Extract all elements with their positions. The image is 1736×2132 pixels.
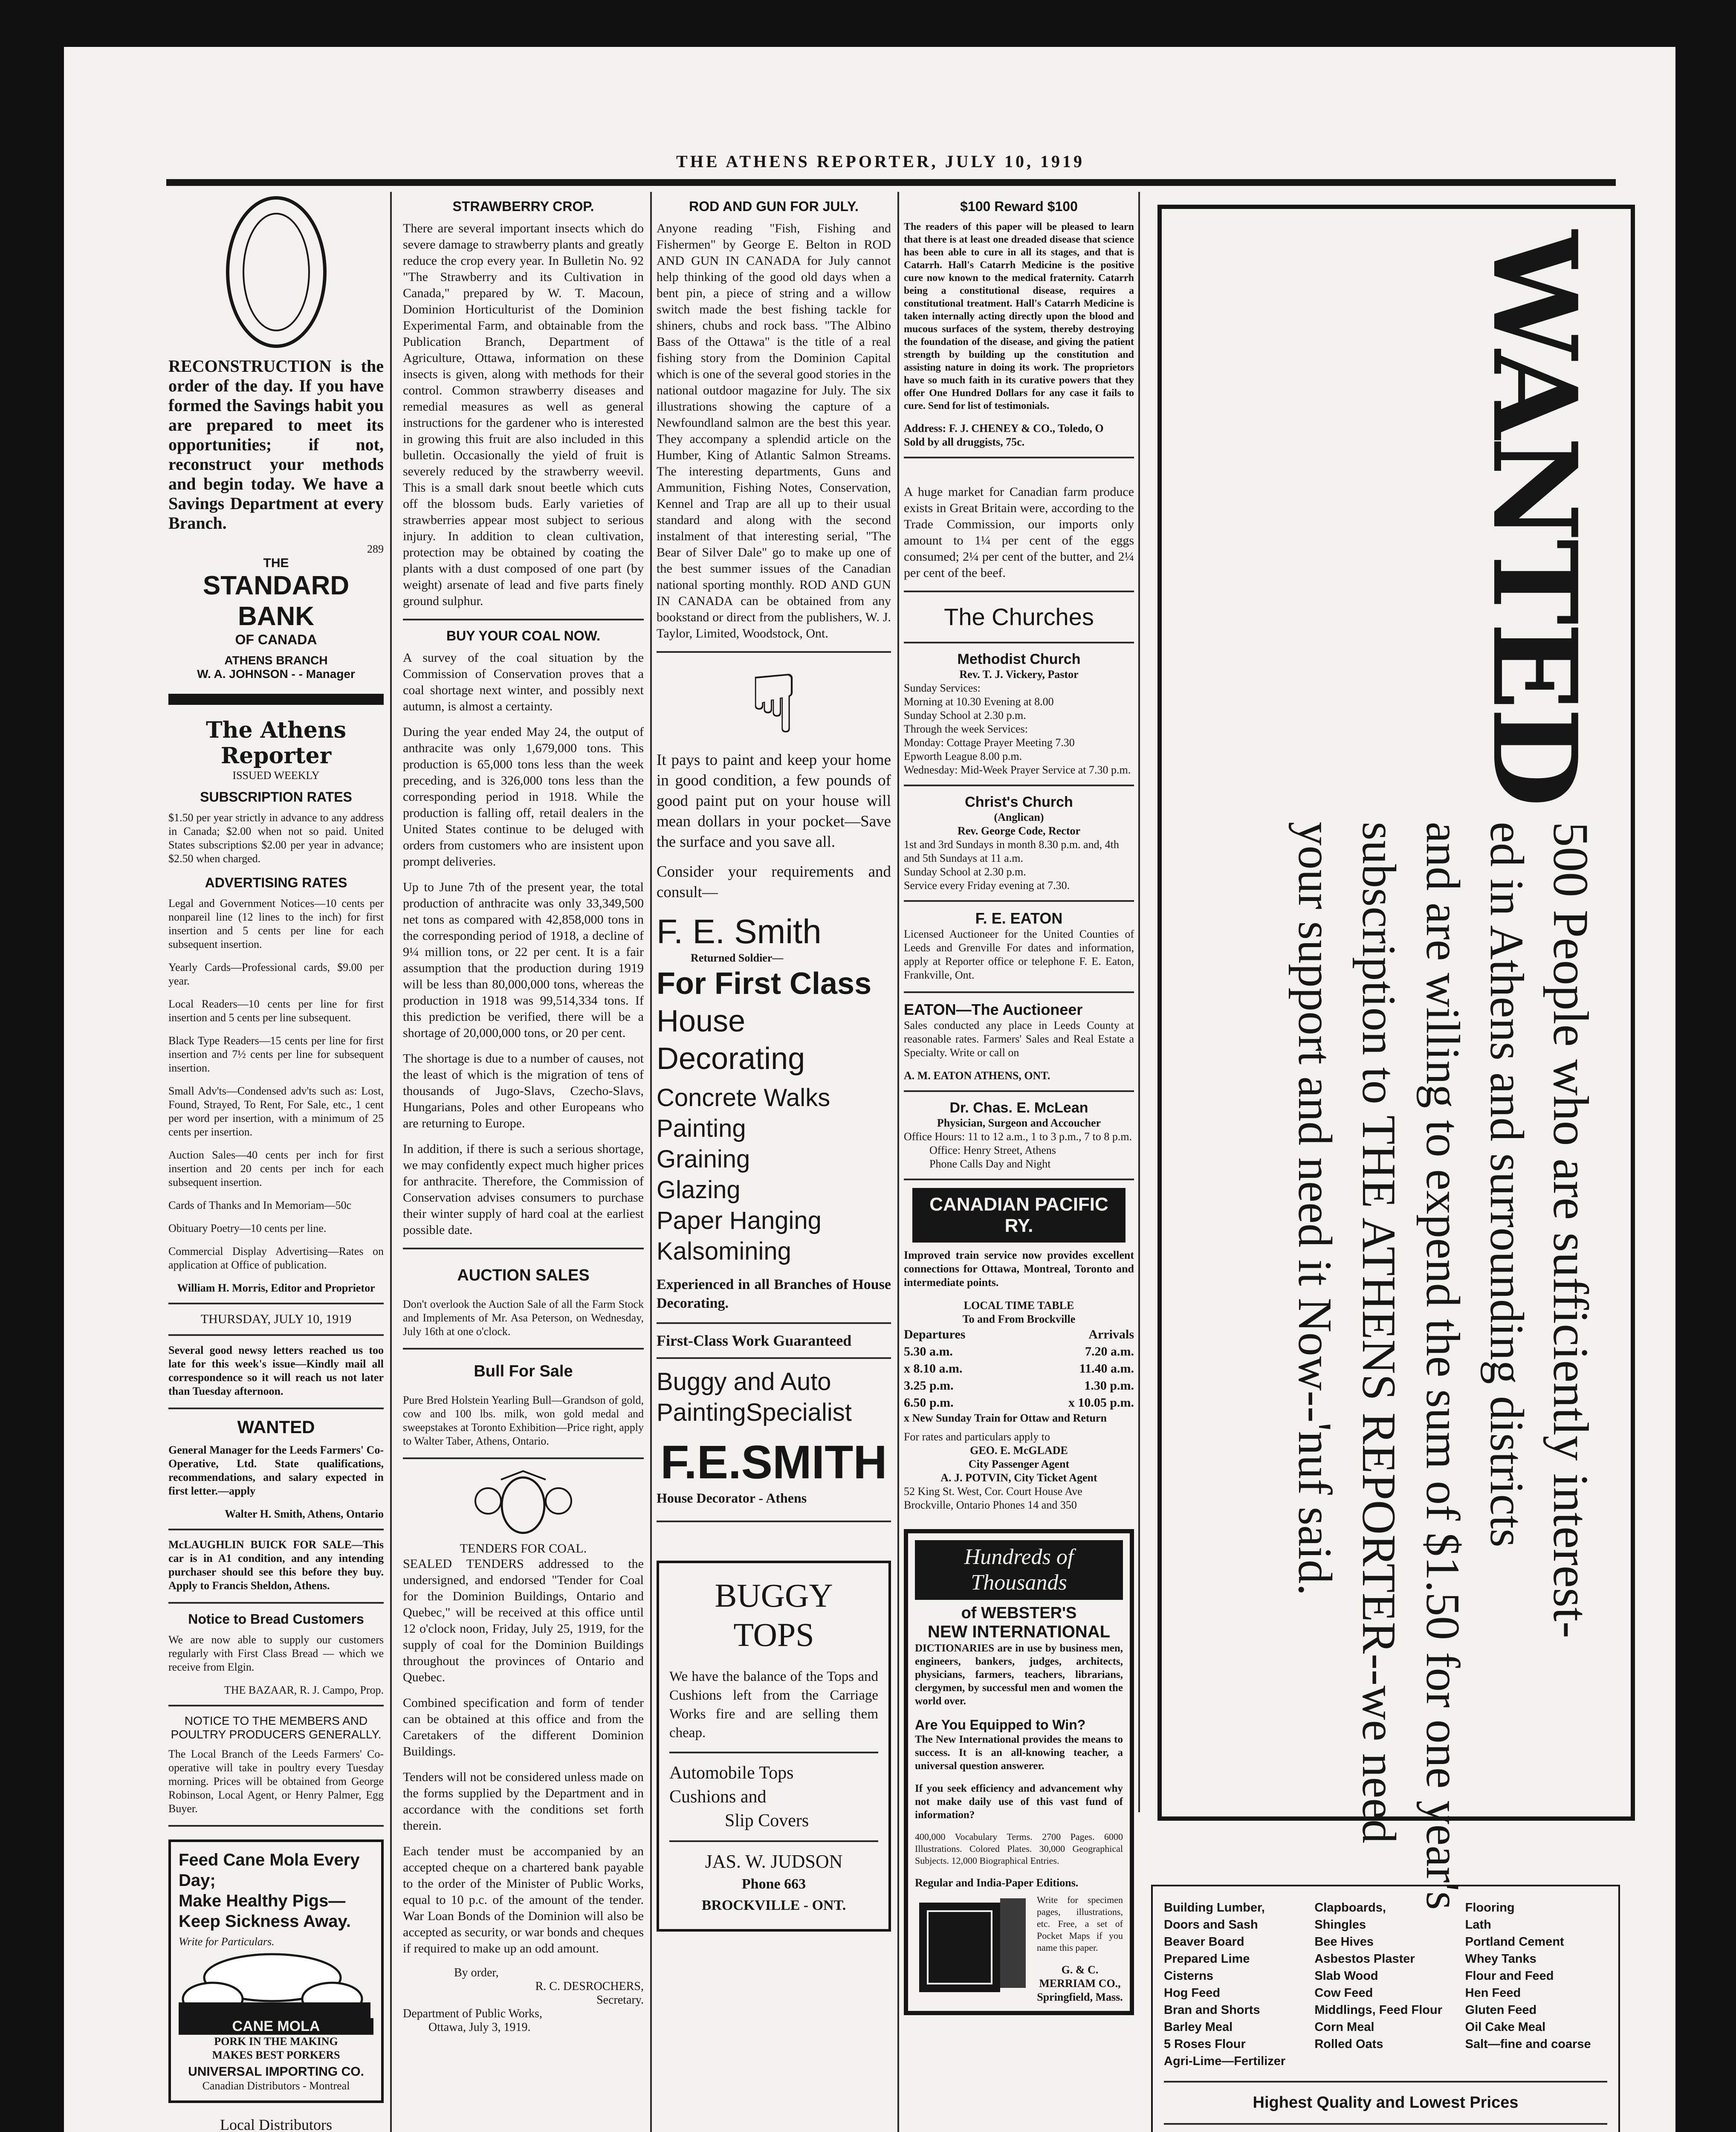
mclean-title: Physician, Surgeon and Accoucher (937, 1117, 1101, 1129)
guaranteed-text: First-Class Work Guaranteed (657, 1332, 852, 1349)
lumber-products (1164, 1899, 1607, 2070)
judson-name: JAS. W. JUDSON (705, 1851, 843, 1872)
bread-text: We are now able to supply our customers regularly with First Class Bread — which we receive from Elgin. (168, 1634, 384, 1673)
divider (168, 1334, 384, 1336)
market-text: A huge market for Canadian farm produce exists in Great Britain were, according to the Trade Commission, our imports only amount to 1¼ per cent of the eggs consumed; 2¼ per cent of the butter, and 2¼ per cent of the beef. (904, 485, 1134, 580)
webster-text: DICTIONARIES are in use by business men, engineers, bankers, judges, architects, physicians, farmers, teachers, librarians, clergymen, by successful men and women the world over. (915, 1642, 1123, 1707)
dateline: THURSDAY, JULY 10, 1919 (200, 1312, 352, 1326)
service-item: Paper Hanging (657, 1207, 822, 1234)
potvin: A. J. POTVIN, City Ticket Agent (940, 1472, 1097, 1484)
buggy-auto-line-1: Buggy and Auto (657, 1368, 831, 1396)
divider (168, 1602, 384, 1604)
lumber-column (1314, 1899, 1456, 2070)
timetable-row (904, 1360, 1134, 1377)
timetable-row (904, 1377, 1134, 1394)
webster-hundreds: Hundreds of Thousands (915, 1540, 1123, 1600)
issued-weekly: ISSUED WEEKLY (232, 769, 320, 782)
divider (904, 900, 1134, 902)
wanted-signature: Walter H. Smith, Athens, Ontario (225, 1508, 384, 1520)
webster-side-text: Write for specimen pages, illustrations, etc. Free, a set of Pocket Maps if you name this paper. (1037, 1894, 1123, 1953)
departures-label: Departures (904, 1327, 966, 1341)
lumber-product: Prepared Lime (1164, 1952, 1250, 1966)
services-list (657, 1083, 891, 1267)
mola-tag: MAKES BEST PORKERS (212, 2049, 340, 2061)
cushions: Cushions and (669, 1787, 767, 1807)
timetable-row (904, 1343, 1134, 1360)
column-1 (168, 192, 384, 2132)
reward-text: The readers of this paper will be pleased to learn that there is at least one dreaded disease that science has been able to cure in all its stages, and that is Catarrh. Hall's Catarrh Medicine is the positive cure now known to the medical fraternity. Catarrh being a constitutional disease, requires a constitutional treatment. Hall's Catarrh Medicine is taken internally acting directly upon the blood and mucous surfaces of the system, thereby destroying the foundation of the disease, and giving the patient strength by building up the constitution and assisting nature in doing its work. The proprietors have so much faith in its curative powers that they offer One Hundred Dollars for any case it fails to cure. Send for list of testimonials. (904, 221, 1134, 411)
mclean-phone: Phone Calls Day and Night (929, 1158, 1051, 1170)
column-2 (403, 192, 644, 2034)
advertising-rate-item: Obituary Poetry—10 cents per line. (168, 1222, 327, 1234)
methodist-line: Sunday School at 2.30 p.m. (904, 709, 1026, 721)
service-item: Graining (657, 1145, 750, 1173)
buggy-auto-line-2: PaintingSpecialist (657, 1399, 852, 1426)
divider (657, 1357, 891, 1359)
timetable-row (904, 1394, 1134, 1411)
column-rule (897, 192, 899, 2132)
service-item: Kalsomining (657, 1237, 791, 1265)
poultry-text: The Local Branch of the Leeds Farmers' Co-operative will take in poultry every Tuesday morning. Prices will be obtained from George Robinson, Local Agent, or Henry Palmer, Egg Buyer. (168, 1748, 384, 1815)
christ-line: Sunday School at 2.30 p.m. (904, 866, 1026, 878)
lumber-product: Barley Meal (1164, 2020, 1233, 2034)
potvin-address: 52 King St. West, Cor. Court House Ave (904, 1485, 1082, 1498)
tender-paragraph: Combined specification and form of tender can be obtained at this office and from the Caretakers of the different Dominion Buildings. (403, 1696, 644, 1758)
webster-text-2: The New International provides the means to success. It is an all-knowing teacher, a universal question answerer. (915, 1734, 1123, 1772)
methodist-line: Through the week Services: (904, 723, 1028, 735)
methodist-heading: Methodist Church (957, 651, 1081, 667)
lumber-product: Shingles (1314, 1918, 1366, 1932)
lumber-product: Corn Meal (1314, 2020, 1374, 2034)
tender-paragraph: Each tender must be accompanied by an accepted cheque on a chartered bank payable to the order of the Minister of Public Works, equal to 10 p.c. of the amount of the tender. War Loan Bonds of the Dominion will also be accepted as security, or war bonds and cheques if required to make up an odd amount. (403, 1844, 644, 1955)
tender-order: By order, (454, 1966, 499, 1979)
advertising-rate-item: Auction Sales—40 cents per inch for first insertion and 20 cents per inch for each subsequent insertion. (168, 1149, 384, 1188)
advertising-rate-item: Local Readers—10 cents per line for first insertion and 5 cents per line subsequent. (168, 998, 384, 1024)
house: House (657, 1004, 746, 1038)
divider (403, 1348, 644, 1350)
wanted-line: 500 People who are sufficiently interest- (1543, 822, 1599, 1638)
divider (669, 1840, 878, 1842)
timetable-header (904, 1326, 1134, 1343)
wanted-word: WANTED (1467, 230, 1603, 805)
lumber-column (1465, 1899, 1607, 2070)
buggy-tops-ad (657, 1561, 891, 1932)
webster-text-3: If you seek efficiency and advancement why not make daily use of this vast fund of information? (915, 1783, 1123, 1821)
advertising-rate-item: Legal and Government Notices—10 cents per nonpareil line (12 lines to the inch) for first insertion and 5 cents per line for each subsequent insertion. (168, 897, 384, 950)
reconstruction-ad: RECONSTRUCTION is the order of the day. If you have formed the Savings habit you are prepared to meet its opportunities; if not, reconstruct your methods and begin today. We have a Savings Department at every Branch. (168, 356, 384, 533)
pointing-hand-icon: ☟ (749, 660, 799, 750)
tops-heading: TOPS (733, 1616, 814, 1653)
potvin-city: Brockville, Ontario Phones 14 and 350 (904, 1499, 1077, 1511)
buggy-heading: BUGGY (715, 1577, 833, 1614)
lumber-product: Flooring (1465, 1901, 1515, 1915)
tender-heading: TENDERS FOR COAL. (460, 1541, 587, 1556)
column-4 (904, 192, 1134, 2015)
lumber-product: Clapboards, (1314, 1901, 1386, 1915)
bank-manager: W. A. JOHNSON - - Manager (197, 667, 355, 681)
eaton-text: Licensed Auctioneer for the United Counties of Leeds and Grenville For dates and information, apply at Reporter office or telephone F. E. Eaton, Frankville, Ont. (904, 928, 1134, 981)
coal-paragraph: Up to June 7th of the present year, the total production of anthracite was only 33,349,500 net tons as compared with 42,858,000 tons in the corresponding period of 1918, a decline of 9¼ million tons, or 22 per cent. It is a fair assumption that the production during 1919 will be less than 80,000,000 tons, whereas the production in 1918 was 99,514,334 tons. If this prediction be verified, there will be a shortage of 20,000,000 tons, or 20 per cent. (403, 880, 644, 1040)
mclean-hours: Office Hours: 11 to 12 a.m., 1 to 3 p.m., 7 to 8 p.m. (904, 1130, 1132, 1143)
service-item: Glazing (657, 1176, 741, 1204)
mola-line: Feed Cane Mola Every Day; (179, 1851, 360, 1890)
lumber-box (1151, 1885, 1620, 2132)
lumber-quality: Highest Quality and Lowest Prices (1253, 2094, 1519, 2112)
rod-gun-heading: ROD AND GUN FOR JULY. (689, 199, 859, 214)
fe-smith-logo: F.E.SMITH (660, 1436, 887, 1489)
methodist-line: Monday: Cottage Prayer Meeting 7.30 (904, 736, 1075, 749)
webster-side (1037, 1894, 1123, 2004)
column-3 (657, 192, 891, 1932)
divider (1164, 2081, 1607, 2083)
importing-sub: Canadian Distributors - Montreal (202, 2080, 350, 2092)
smith-name: F. E. Smith (657, 912, 822, 950)
coal-paragraph: During the year ended May 24, the output of anthracite was only 1,679,000 tons. This production is 65,000 tons less than the week preceding, and is 326,000 tons less than the corresponding period in 1918. While the production is falling off, retail dealers in the United States continue to be deluged with orders from customers who are insistent upon prompt deliveries. (403, 725, 644, 869)
eaton2-signature: A. M. EATON ATHENS, ONT. (904, 1069, 1050, 1082)
lumber-product: Salt—fine and coarse (1465, 2037, 1591, 2051)
lumber-product: Cisterns (1164, 1969, 1214, 1983)
dictionary-book-icon (915, 1894, 1030, 1996)
advertising-rates-list (168, 897, 384, 1272)
divider (168, 1303, 384, 1304)
bull-heading: Bull For Sale (474, 1362, 573, 1380)
divider (403, 619, 644, 620)
methodist-line: Epworth League 8.00 p.m. (904, 750, 1022, 762)
lumber-product: Building Lumber, (1164, 1901, 1265, 1915)
judson-city: BROCKVILLE - ONT. (701, 1897, 846, 1913)
tender-paragraph: Tenders will not be considered unless made on the forms supplied by the Department and in accordance with the conditions set forth therein. (403, 1770, 644, 1833)
paper-title: The Athens Reporter (205, 717, 347, 769)
lumber-product: Asbestos Plaster (1314, 1952, 1415, 1966)
divider (403, 1248, 644, 1249)
mclean-heading: Dr. Chas. E. McLean (949, 1100, 1088, 1116)
methodist-services (904, 681, 1134, 777)
auction-heading: AUCTION SALES (457, 1266, 590, 1284)
methodist-line: Morning at 10.30 Evening at 8.00 (904, 695, 1054, 708)
mclean-office: Office: Henry Street, Athens (929, 1144, 1056, 1156)
coal-paragraph: The shortage is due to a number of causes, not the least of which is the migration of tens of thousands of Jugo-Slavs, Czecho-Slavs, Hungarians, Poles and other Europeans who are returning to Europe. (403, 1052, 644, 1130)
methodist-line: Sunday Services: (904, 682, 981, 694)
rates-note: For rates and particulars apply to (904, 1431, 1050, 1443)
advertising-heading: ADVERTISING RATES (205, 875, 347, 890)
departure-time: 6.50 p.m. (904, 1396, 954, 1410)
wanted-line: your support and need it Now--'nuf said. (1288, 822, 1341, 1596)
wanted-line: and are willing to expend the sum of $1.50 for one year's (1416, 822, 1469, 1910)
arrival-time: 11.40 a.m. (1079, 1361, 1134, 1376)
lumber-product: Gluten Feed (1465, 2003, 1537, 2017)
divider (168, 1705, 384, 1706)
strawberry-heading: STRAWBERRY CROP. (452, 199, 594, 214)
webster-stats: 400,000 Vocabulary Terms. 2700 Pages. 6000 Illustrations. Colored Plates. 30,000 Geographical Subjects. 12,000 Biographical Entries. (915, 1831, 1123, 1866)
divider (669, 1752, 878, 1753)
webster-question: Are You Equipped to Win? (915, 1717, 1086, 1732)
late-letters-notice: Several good newsy letters reached us too late for this week's issue—Kindly mail all correspondence so it will reach us not later than Tuesday afternoon. (168, 1344, 384, 1397)
masthead: THE ATHENS REPORTER, JULY 10, 1919 (676, 152, 1085, 171)
poultry-heading: NOTICE TO THE MEMBERS AND POULTRY PRODUCERS GENERALLY. (171, 1714, 382, 1741)
lumber-product: Whey Tanks (1465, 1952, 1536, 1966)
tender-name: R. C. DESROCHERS, (535, 1980, 644, 1993)
christ-line: Service every Friday evening at 7.30. (904, 879, 1070, 892)
lumber-product: Hog Feed (1164, 1986, 1221, 2000)
cpr-text: Improved train service now provides excellent connections for Ottawa, Montreal, Toronto and intermediate points. (904, 1249, 1134, 1289)
auction-text: Don't overlook the Auction Sale of all the Farm Stock and Implements of Mr. Asa Peterson, on Wednesday, July 16th at one o'clock. (403, 1298, 644, 1338)
importing-company: UNIVERSAL IMPORTING CO. (188, 2065, 364, 2079)
divider (657, 651, 891, 653)
returned-soldier: Returned Soldier— (691, 952, 784, 964)
subscription-text: $1.50 per year strictly in advance to any address in Canada; $2.00 when not so paid. United States subscriptions $2.00 per year in advance; $2.50 when charged. (168, 811, 384, 865)
column-rule (650, 192, 652, 2132)
ad-number: 289 (367, 543, 384, 555)
advertising-rate-item: Yearly Cards—Professional cards, $9.00 per year. (168, 961, 384, 987)
top-rule (166, 179, 1616, 186)
advertising-rate-item: Black Type Readers—15 cents per line for first insertion and 7½ cents per line for subsequent insertion. (168, 1034, 384, 1074)
advertising-rate-item: Commercial Display Advertising—Rates on application at Office of publication. (168, 1245, 384, 1271)
reward-heading: $100 Reward $100 (960, 199, 1078, 214)
lumber-product: 5 Roses Flour (1164, 2037, 1246, 2051)
divider (904, 991, 1134, 993)
departure-time: 5.30 a.m. (904, 1344, 953, 1359)
divider (1164, 2123, 1607, 2125)
bank-the: THE (263, 556, 289, 570)
column-rule (390, 192, 392, 2132)
lumber-product: Hen Feed (1465, 1986, 1521, 2000)
lumber-product: Portland Cement (1465, 1935, 1564, 1949)
tender-dept: Department of Public Works, (403, 2007, 542, 2020)
lumber-ad (1151, 1885, 1620, 2132)
wanted-heading: WANTED (237, 1417, 315, 1437)
bank-country: OF CANADA (235, 632, 317, 647)
lumber-product: Doors and Sash (1164, 1918, 1258, 1932)
decorating: Decorating (657, 1042, 805, 1076)
divider (403, 1457, 644, 1459)
buick-ad: McLAUGHLIN BUICK FOR SALE—This car is in A1 condition, and any intending purchaser should see this before they buy. Apply to Francis Sheldon, Athens. (168, 1538, 384, 1592)
advertising-rate-item: Cards of Thanks and In Memoriam—50c (168, 1199, 352, 1211)
mola-line: Make Healthy Pigs— (179, 1892, 346, 1910)
tender-date: Ottawa, July 3, 1919. (428, 2021, 531, 2034)
arrival-time: x 10.05 p.m. (1068, 1396, 1134, 1410)
lumber-product: Middlings, Feed Flour (1314, 2003, 1442, 2017)
divider (904, 1179, 1134, 1180)
mcglade: GEO. E. McGLADE (970, 1444, 1068, 1457)
editor: William H. Morris, Editor and Proprietor (177, 1282, 375, 1294)
timetable-sub: To and From Brockville (962, 1313, 1076, 1325)
house-decorator: House Decorator - Athens (657, 1490, 807, 1506)
methodist-pastor: Rev. T. J. Vickery, Pastor (959, 668, 1079, 681)
tender-title: Secretary. (596, 1993, 644, 2007)
lumber-product: Oil Cake Meal (1465, 2020, 1546, 2034)
subscription-heading: SUBSCRIPTION RATES (200, 789, 352, 805)
local-distributors: Local Distributors (220, 2116, 332, 2132)
webster-footer (915, 1894, 1123, 2004)
service-item: Concrete Walks (657, 1084, 830, 1112)
eaton2-text: Sales conducted any place in Leeds County at reasonable rates. Farmers' Sales and Real Estate a Specialty. Write or call on (904, 1019, 1134, 1059)
rod-gun-text: Anyone reading "Fish, Fishing and Fishermen" by George E. Belton in ROD AND GUN IN CANADA for July cannot help thinking of the good old days when a bent pin, a piece of string and a willow switch made the best fishing tackle for shiners, chubs and rock bass. "The Albino Bass of the Ottawa" is the title of a real fishing story from the Dominion Capital which is one of the several good stories in the national outdoor magazine for July. The six illustrations showing the capture of a Newfoundland salmon are the best this year. They accompany a splendid article on the Humber, King of Atlantic Salmon Streams. The interesting departments, Guns and Ammunition, Fishing Notes, Conservation, Kennel and Trap are all up to their usual standard and along with the second instalment of that interesting serial, "The Bear of Silver Dale" go to make up one of the best summer issues of the Canadian national sporting monthly. ROD AND GUN IN CANADA can be obtained from any bookstand or direct from the publishers, W. J. Taylor, Limited, Woodstock, Ont. (657, 221, 891, 640)
reward-sold: Sold by all druggists, 75c. (904, 436, 1025, 448)
eaton2-heading: EATON—The Auctioneer (904, 1001, 1083, 1018)
webster-regular: Regular and India-Paper Editions. (915, 1877, 1079, 1889)
lumber-product: Slab Wood (1314, 1969, 1378, 1983)
wanted-line: subscription to THE ATHENS REPORTER--we need (1352, 822, 1405, 1844)
first-class: For First Class (657, 967, 872, 1001)
lumber-product: Bee Hives (1314, 1935, 1374, 1949)
timetable-rows (904, 1343, 1134, 1411)
arrivals-label: Arrivals (1088, 1327, 1134, 1341)
auto-tops: Automobile Tops (669, 1763, 794, 1783)
cpr-logo: CANADIAN PACIFIC RY. (912, 1188, 1126, 1243)
advertising-rate-item: Small Adv'ts—Condensed adv'ts such as: Lost, Found, Strayed, To Rent, For Sale, etc., 1 cent per word per insertion, with a minimum of 25 cents per insertion. (168, 1085, 384, 1138)
coal-heading: BUY YOUR COAL NOW. (446, 628, 600, 643)
lumber-product: Lath (1465, 1918, 1491, 1932)
divider (657, 1521, 891, 1522)
lumber-column (1164, 1899, 1306, 2070)
divider (904, 785, 1134, 786)
pigs-icon (179, 1952, 370, 2020)
wanted-text: General Manager for the Leeds Farmers' Co-Operative, Ltd. State qualifications, recommendations, and salary expected in first letter.—apply (168, 1444, 384, 1497)
mcglade-title: City Passenger Agent (968, 1458, 1070, 1470)
eaton-heading: F. E. EATON (975, 910, 1063, 927)
sunday-note: x New Sunday Train for Ottaw and Return (904, 1412, 1107, 1424)
mola-line: Keep Sickness Away. (179, 1912, 351, 1931)
christ-rector: Rev. George Code, Rector (957, 825, 1081, 837)
timetable-heading: LOCAL TIME TABLE (963, 1299, 1074, 1312)
divider (904, 591, 1134, 592)
methodist-line: Wednesday: Mid-Week Prayer Service at 7.30 p.m. (904, 764, 1131, 776)
judson-text: We have the balance of the Tops and Cushions left from the Carriage Works fire and are selling them cheap. (669, 1669, 878, 1741)
wanted-line: ed in Athens and surrounding districts (1480, 822, 1533, 1547)
departure-time: 3.25 p.m. (904, 1379, 954, 1393)
christ-line: 1st and 3rd Sundays in month 8.30 p.m. and, 4th and 5th Sundays at 11 a.m. (904, 838, 1119, 864)
coat-of-arms-icon (403, 1467, 644, 1539)
reward-address: Address: F. J. CHENEY & CO., Toledo, O (904, 422, 1104, 435)
divider (168, 1529, 384, 1530)
lumber-product: Agri-Lime—Fertilizer (1164, 2054, 1286, 2068)
bread-signature: THE BAZAAR, R. J. Campo, Prop. (224, 1684, 384, 1696)
coal-paragraph: In addition, if there is such a serious shortage, we may confidently expect much higher prices for anthracite. Therefore, the Commission of Conservation advises consumers to purchase their winter supply of hard coal at the earliest possible date. (403, 1142, 644, 1237)
divider (904, 642, 1134, 643)
mola-write: Write for Particulars. (179, 1935, 275, 1948)
lumber-product: Beaver Board (1164, 1935, 1244, 1949)
tender-paragraph: SEALED TENDERS addressed to the undersigned, and endorsed "Tender for Coal for the Dominion Buildings, Ontario and Quebec," will be received at this office until 12 o'clock noon, Friday, July 25, 1919, for the supply of coal for the Dominion Buildings throughout the provinces of Ontario and Quebec. (403, 1557, 644, 1684)
slip-covers: Slip Covers (725, 1811, 809, 1831)
divider (904, 457, 1134, 458)
divider (168, 1825, 384, 1827)
divider (168, 694, 384, 705)
lumber-product: Cow Feed (1314, 1986, 1373, 2000)
consider-text: Consider your requirements and consult— (657, 863, 891, 901)
anglican: (Anglican) (994, 811, 1044, 823)
lumber-product: Rolled Oats (1314, 2037, 1383, 2051)
service-item: Painting (657, 1115, 746, 1142)
divider (904, 1090, 1134, 1092)
paint-text: It pays to paint and keep your home in good condition, a few pounds of good paint put on your house will mean dollars in your pocket—Save the surface and you save all. (657, 751, 891, 851)
strawberry-text: There are several important insects which do severe damage to strawberry plants and greatly reduce the crop every year. In Bulletin No. 92 "The Strawberry and its Cultivation in Canada," prepared by W. T. Macoun, Dominion Horticulturist of the Dominion Experimental Farm, and obtainable from the Publication Branch, Department of Agriculture, Ottawa, information on these insects is given, along with methods for their control. Common strawberry diseases and remedial measures as well as general instructions for the gardener who is interested in growing this fruit are also included in this bulletin. Occasionally the yield of fruit is severely reduced by the strawberry weevil. This is a small dark snout beetle which cuts off the blossom buds. Early varieties of strawberries appear most subject to serious injury. In addition to clean cultivation, protection may be obtained by coating the plants with a dust composed of one part (by weight) arsenate of lead and five parts finely ground sulphur. (403, 221, 644, 608)
coal-paragraph: A survey of the coal situation by the Commission of Conservation proves that a coal shortage next winter, and possibly next autumn, is almost a certainty. (403, 651, 644, 713)
mola-brand: CANE MOLA (179, 2018, 373, 2035)
experienced-text: Experienced in all Branches of House Decorating. (657, 1277, 891, 1311)
churches-heading: The Churches (944, 603, 1094, 630)
divider (657, 1322, 891, 1324)
judson-phone: Phone 663 (741, 1876, 806, 1892)
divider (168, 1408, 384, 1409)
webster-ad (904, 1529, 1134, 2015)
christ-heading: Christ's Church (965, 794, 1073, 810)
christ-services (904, 838, 1134, 892)
bank-name: STANDARD BANK (203, 571, 350, 631)
arrival-time: 7.20 a.m. (1085, 1344, 1134, 1359)
bread-heading: Notice to Bread Customers (188, 1611, 364, 1627)
mola-pork: PORK IN THE MAKING (214, 2035, 338, 2048)
cane-mola-ad (168, 1839, 384, 2103)
bull-text: Pure Bred Holstein Yearling Bull—Grandson of gold, cow and 100 lbs. milk, won gold medal and sweepstakes at Toronto Exhibition—Price right, apply to Walter Taber, Athens, Ontario. (403, 1394, 644, 1447)
bank-seal-icon (226, 196, 327, 348)
bank-branch: ATHENS BRANCH (224, 654, 328, 667)
column-rule (1138, 192, 1140, 1812)
arrival-time: 1.30 p.m. (1084, 1379, 1134, 1393)
webster-name: NEW INTERNATIONAL (927, 1622, 1111, 1641)
webster-of: of WEBSTER'S (961, 1604, 1077, 1622)
lumber-product: Bran and Shorts (1164, 2003, 1260, 2017)
merriam: G. & C. MERRIAM CO., Springfield, Mass. (1037, 1964, 1123, 2003)
wanted-lines (1283, 822, 1618, 1910)
lumber-product: Flour and Feed (1465, 1969, 1554, 1983)
departure-time: x 8.10 a.m. (904, 1361, 963, 1376)
